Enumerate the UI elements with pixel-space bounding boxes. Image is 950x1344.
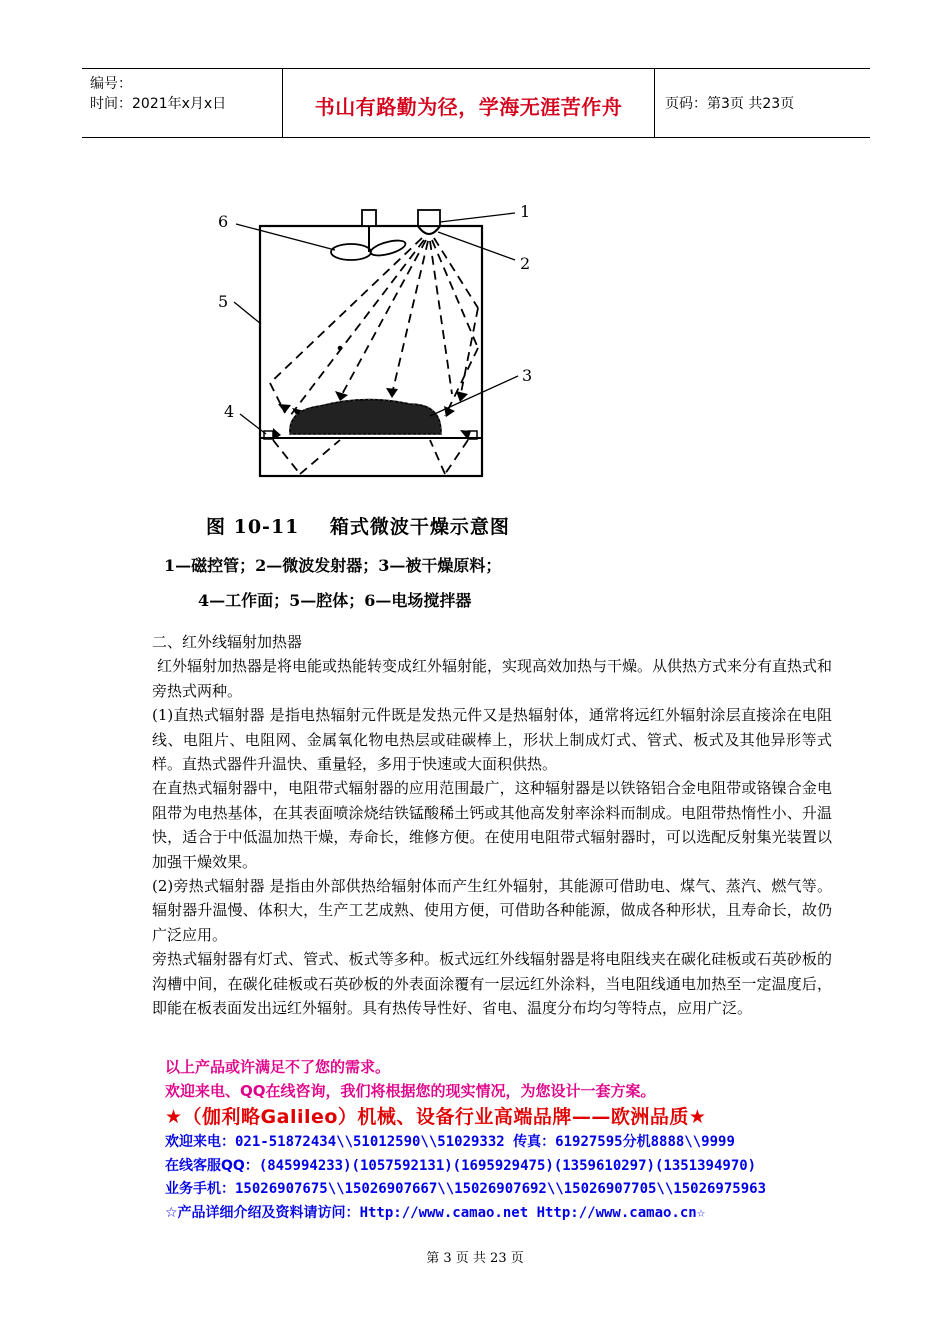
figure-legend-line2: 4—工作面；5—腔体；6—电场搅拌器 bbox=[198, 591, 472, 610]
magnetron bbox=[418, 210, 440, 226]
ad-qq-line bbox=[165, 1155, 865, 1179]
figure-diagram bbox=[160, 198, 620, 498]
stirrer-blade-left bbox=[331, 244, 371, 260]
microwave-dryer-figure bbox=[160, 198, 620, 618]
ad-phone-line bbox=[165, 1131, 865, 1155]
emitter bbox=[418, 226, 440, 234]
paragraph-intro: 红外辐射加热器是将电能或热能转变成红外辐射能，实现高效加热与干燥。从供热方式来分有直热式和旁热式两种。 bbox=[152, 657, 833, 700]
mobile-label: 业务手机： bbox=[165, 1181, 235, 1197]
callout-6: 6 bbox=[218, 212, 229, 231]
number-label: 编号： bbox=[90, 76, 132, 92]
time-label: 时间：2021年x月x日 bbox=[90, 96, 227, 112]
paragraph-plate-radiator: 旁热式辐射器有灯式、管式、板式等多种。板式远红外线辐射器是将电阻线夹在碳化硅板或石英砂板的沟槽中间，在碳化硅板或石英砂板的外表面涂覆有一层远红外涂料，当电阻线通电加热至一定温度后，即能在板表面发出远红外辐射。具有热传导性好、省电、温度分布均匀等特点，应用广泛。 bbox=[152, 950, 832, 1018]
ad-line-consult: 欢迎来电、QQ在线咨询，我们将根据您的现实情况，为您设计一套方案。 bbox=[165, 1082, 656, 1100]
callout-2: 2 bbox=[520, 254, 531, 273]
header-right-cell bbox=[655, 69, 870, 137]
page-indicator: 页码：第3页 共23页 bbox=[665, 96, 795, 112]
callout-4: 4 bbox=[224, 402, 235, 421]
callout-5: 5 bbox=[218, 292, 229, 311]
ad-mobile-line bbox=[165, 1178, 865, 1202]
mobile-value: 15026907675\\15026907667\\15026907692\\15026907705\\15026975963 bbox=[235, 1181, 767, 1197]
qq-label: 在线客服QQ： bbox=[165, 1157, 259, 1174]
web-label: ☆产品详细介绍及资料请访问： bbox=[165, 1204, 360, 1221]
fax-value: 61927595分机8888\\9999 bbox=[555, 1134, 735, 1150]
paragraph-direct-heating: (1)直热式辐射器 是指电热辐射元件既是发热元件又是热辐射体，通常将远红外辐射涂层直接涂在电阻线、电阻片、电阻网、金属氧化物电热层或硅碳棒上，形状上制成灯式、管式、板式及其他异形等式样。直热式器件升温快、重量轻，多用于快速或大面积供热。 bbox=[152, 706, 832, 774]
callout-1: 1 bbox=[520, 202, 531, 221]
phone-label: 欢迎来电： bbox=[165, 1134, 235, 1150]
phone-value: 021-51872434\\51012590\\51029332 bbox=[235, 1134, 505, 1150]
ad-line-needs: 以上产品或许满足不了您的需求。 bbox=[165, 1058, 391, 1076]
paragraph-indirect-heating: (2)旁热式辐射器 是指由外部供热给辐射体而产生红外辐射，其能源可借助电、煤气、蒸汽、燃气等。辐射器升温慢、体积大，生产工艺成熟、使用方便，可借助各种能源，做成各种形状，且寿命长，故仍广泛应用。 bbox=[152, 877, 832, 944]
stirrer-motor bbox=[362, 210, 376, 226]
body-text bbox=[152, 630, 832, 1021]
figure-legend-line1: 1—磁控管；2—微波发射器；3—被干燥原料； bbox=[164, 556, 502, 575]
header-left-cell bbox=[82, 69, 283, 137]
motto: 书山有路勤为径，学海无涯苦作舟 bbox=[314, 95, 623, 119]
callout-3: 3 bbox=[522, 366, 533, 385]
header-table bbox=[82, 68, 870, 138]
section-heading: 二、红外线辐射加热器 bbox=[152, 633, 303, 651]
ad-web-line bbox=[165, 1202, 865, 1226]
stirrer-blade-right bbox=[369, 238, 407, 259]
fax-label: 传真： bbox=[513, 1134, 556, 1150]
figure-title: 图 10-11 箱式微波干燥示意图 bbox=[206, 516, 510, 538]
advertisement bbox=[165, 1055, 865, 1225]
ad-brand-line: ★（伽利略Galileo）机械、设备行业高端品牌——欧洲品质★ bbox=[165, 1106, 707, 1128]
web-value[interactable]: Http://www.camao.net Http://www.camao.cn☆ bbox=[359, 1204, 706, 1221]
paragraph-resistance-band: 在直热式辐射器中，电阻带式辐射器的应用范围最广，这种辐射器是以铁铬铝合金电阻带或铬镍合金电阻带为电热基体，在其表面喷涂烧结铁锰酸稀土钙或其他高发射率涂料而制成。电阻带热惰性小、升温快，适合于中低温加热干燥，寿命长，维修方便。在使用电阻带式辐射器时，可以选配反射集光装置以加强干燥效果。 bbox=[152, 779, 832, 871]
header-center-cell bbox=[283, 69, 655, 137]
qq-value: (845994233)(1057592131)(1695929475)(1359610297)(1351394970) bbox=[258, 1157, 757, 1174]
page-footer: 第 3 页 共 23 页 bbox=[426, 1251, 524, 1266]
